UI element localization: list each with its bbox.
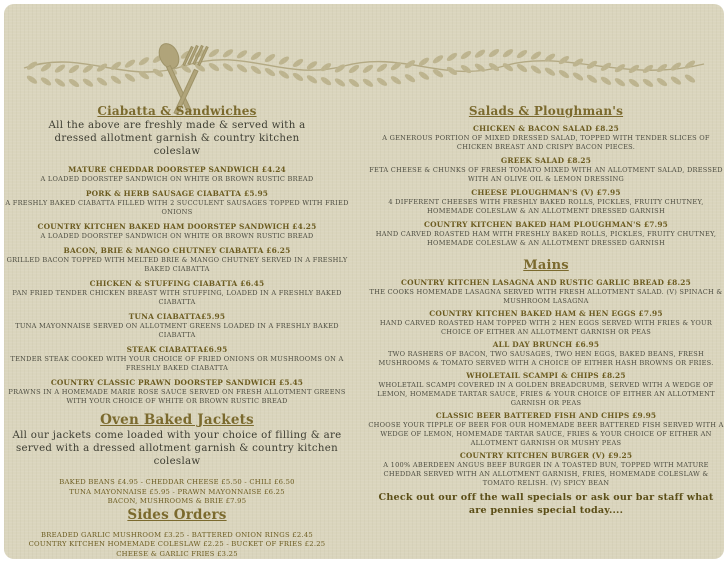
salads-items bbox=[368, 124, 724, 248]
leaf-icon bbox=[320, 62, 333, 73]
leaf-icon bbox=[670, 61, 683, 72]
menu-item-description: A GENEROUS PORTION OF MIXED DRESSED SALAD, TOPPED WITH TENDER SLICES OF CHICKEN BREAST AND CRISPY BACON PIECES. bbox=[382, 134, 710, 151]
leaf-icon bbox=[432, 54, 445, 65]
leaf-icon bbox=[600, 75, 613, 86]
ciabatta-intro: All the above are freshly made & served with a dressed allotment garnish & country kitchen coleslaw bbox=[48, 120, 306, 157]
menu-item-description: PRAWNS IN A HOMEMADE MARIE ROSE SAUCE SERVED ON FRESH ALLOTMENT GREENS WITH YOUR CHOICE OF WHITE OR BROWN RUSTIC BREAD bbox=[8, 388, 346, 405]
salads-section-title: Salads & Ploughman's bbox=[468, 104, 624, 118]
menu-item-name: CHICKEN & BACON SALAD £8.25 bbox=[473, 124, 619, 133]
leaf-icon bbox=[110, 74, 123, 85]
leaf-icon bbox=[446, 51, 459, 62]
menu-item-description: A LOADED DOORSTEP SANDWICH ON WHITE OR BROWN RUSTIC BREAD bbox=[40, 232, 314, 240]
leaf-icon bbox=[124, 72, 137, 83]
menu-item bbox=[368, 220, 724, 248]
menu-item-name: ALL DAY BRUNCH £6.95 bbox=[492, 340, 600, 349]
leaf-icon bbox=[642, 63, 655, 74]
leaf-icon bbox=[362, 77, 375, 88]
menu-item-name: COUNTRY KITCHEN BURGER (V) £9.25 bbox=[459, 451, 633, 460]
leaf-icon bbox=[474, 48, 487, 59]
menu-item-name: COUNTRY KITCHEN LASAGNA AND RUSTIC GARLIC BREAD £8.25 bbox=[401, 278, 691, 287]
menu-item-description: GRILLED BACON TOPPED WITH MELTED BRIE & MANGO CHUTNEY SERVED IN A FRESHLY BAKED CIABATTA bbox=[6, 256, 348, 273]
menu-item-name: CLASSIC BEER BATTERED FISH AND CHIPS £9.95 bbox=[435, 411, 657, 420]
leaf-icon bbox=[264, 67, 277, 78]
ciabatta-items bbox=[4, 165, 350, 406]
leaf-icon bbox=[278, 69, 291, 80]
jackets-section-title: Oven Baked Jackets bbox=[100, 412, 254, 428]
jackets-list bbox=[4, 478, 350, 507]
leaf-icon bbox=[292, 71, 305, 82]
menu-item bbox=[4, 165, 350, 184]
leaf-icon bbox=[614, 77, 627, 88]
sides-list bbox=[4, 531, 350, 560]
leaf-icon bbox=[670, 75, 683, 86]
leaf-icon bbox=[54, 77, 67, 88]
leaf-icon bbox=[292, 57, 305, 68]
menu-item bbox=[368, 156, 724, 184]
sides-line: CHEESE & GARLIC FRIES £3.25 bbox=[116, 549, 238, 558]
jackets-intro: All our jackets come loaded with your choice of filling & are served with a dressed allotment garnish & country kitchen coleslaw bbox=[12, 430, 342, 467]
menu-item bbox=[368, 124, 724, 152]
jackets-line: BAKED BEANS £4.95 - CHEDDAR CHEESE £5.50 - CHILI £6.50 bbox=[59, 478, 295, 486]
leaf-icon bbox=[54, 63, 67, 74]
menu-item-name: GREEK SALAD £8.25 bbox=[500, 156, 592, 165]
menu-item-description: CHOOSE YOUR TIPPLE OF BEER FOR OUR HOMEMADE BEER BATTERED FISH SERVED WITH A WEDGE OF LEMON, HOMEMADE TARTAR SAUCE, FRIES & YOUR CHOICE OF EITHER AN ALLOTMENT GARNISH OR MUSHY PEAS bbox=[368, 421, 724, 447]
menu-item-name: COUNTRY KITCHEN BAKED HAM & HEN EGGS £7.95 bbox=[429, 309, 663, 318]
leaf-icon bbox=[642, 77, 655, 88]
leaf-icon bbox=[250, 64, 263, 75]
leaf-icon bbox=[586, 73, 599, 84]
leaf-icon bbox=[502, 48, 515, 59]
leaf-icon bbox=[250, 50, 263, 61]
leaf-icon bbox=[544, 66, 557, 77]
leaf-icon bbox=[460, 49, 473, 60]
leaf-icon bbox=[376, 76, 389, 87]
menu-item bbox=[368, 188, 724, 216]
leaf-icon bbox=[222, 48, 235, 59]
menu-item bbox=[4, 279, 350, 307]
menu-item-name: WHOLETAIL SCAMPI & CHIPS £8.25 bbox=[466, 371, 626, 380]
sides-line: BREADED GARLIC MUSHROOM £3.25 - BATTERED ONION RINGS £2.45 bbox=[41, 530, 313, 539]
specials-note: Check out our off the wall specials or ask our bar staff what are pennies special today.... bbox=[378, 492, 714, 516]
leaf-icon bbox=[68, 77, 81, 88]
leaf-icon bbox=[516, 62, 529, 73]
leaf-icon bbox=[124, 58, 137, 69]
menu-item-name: PORK & HERB SAUSAGE CIABATTA £5.95 bbox=[85, 189, 269, 198]
leaf-icon bbox=[320, 76, 333, 87]
leaf-icon bbox=[236, 63, 249, 74]
leaf-icon bbox=[488, 47, 501, 58]
menu-item-description: PAN FRIED TENDER CHICKEN BREAST WITH STUFFING, LOADED IN A FRESHLY BAKED CIABATTA bbox=[12, 289, 342, 306]
menu-item-description: TUNA MAYONNAISE SERVED ON ALLOTMENT GREENS LOADED IN A FRESHLY BAKED CIABATTA bbox=[15, 322, 339, 339]
menu-item-description: HAND CARVED ROASTED HAM WITH FRESHLY BAKED ROLLS, PICKLES, FRUITY CHUTNEY, HOMEMADE COLESLAW & AN ALLOTMENT DRESSED GARNISH bbox=[375, 230, 717, 247]
left-column bbox=[4, 100, 350, 559]
menu-item-description: A 100% ABERDEEN ANGUS BEEF BURGER IN A TOASTED BUN, TOPPED WITH MATURE CHEDDAR SERVED WITH AN ALLOTMENT GARNISH, FRIES, HOMEMADE COLESLAW & TOMATO RELISH. (V) SPICY BEAN bbox=[383, 461, 709, 487]
leaf-icon bbox=[264, 53, 277, 64]
jackets-line: BACON, MUSHROOMS & BRIE £7.95 bbox=[107, 497, 247, 505]
menu-item bbox=[4, 246, 350, 274]
menu-item-description: HAND CARVED ROASTED HAM TOPPED WITH 2 HEN EGGS SERVED WITH FRIES & YOUR CHOICE OF EITHER AN ALLOTMENT GARNISH OR PEAS bbox=[379, 319, 713, 336]
sides-line: COUNTRY KITCHEN HOMEMADE COLESLAW £2.25 - BUCKET OF FRIES £2.25 bbox=[28, 540, 326, 548]
leaf-icon bbox=[306, 60, 319, 71]
leaf-icon bbox=[656, 77, 669, 88]
menu-item-name: COUNTRY CLASSIC PRAWN DOORSTEP SANDWICH £5.45 bbox=[50, 378, 304, 387]
leaf-icon bbox=[40, 76, 53, 87]
leaf-icon bbox=[390, 75, 403, 86]
leaf-icon bbox=[26, 60, 39, 71]
menu-item-description: THE COOKS HOMEMADE LASAGNA SERVED WITH FRESH ALLOTMENT SALAD. (V) SPINACH & MUSHROOM LASAGNA bbox=[369, 288, 723, 305]
vine-border-icon bbox=[4, 26, 724, 98]
leaf-icon bbox=[236, 49, 249, 60]
leaf-icon bbox=[418, 70, 431, 81]
menu-item-name: COUNTRY KITCHEN BAKED HAM DOORSTEP SANDWICH £4.25 bbox=[37, 222, 317, 231]
leaf-icon bbox=[26, 74, 39, 85]
leaf-icon bbox=[572, 71, 585, 82]
menu-item-name: STEAK CIABATTA£6.95 bbox=[126, 345, 228, 354]
menu-item bbox=[4, 189, 350, 217]
menu-item-name: COUNTRY KITCHEN BAKED HAM PLOUGHMAN'S £7.95 bbox=[424, 220, 668, 229]
leaf-icon bbox=[278, 55, 291, 66]
menu-item bbox=[368, 371, 724, 408]
leaf-icon bbox=[306, 74, 319, 85]
leaf-icon bbox=[348, 77, 361, 88]
menu-item-description: A LOADED DOORSTEP SANDWICH ON WHITE OR BROWN RUSTIC BREAD bbox=[40, 175, 314, 183]
mains-items bbox=[368, 278, 724, 488]
leaf-icon bbox=[530, 50, 543, 61]
menu-item-name: MATURE CHEDDAR DOORSTEP SANDWICH £4.24 bbox=[68, 165, 286, 174]
menu-item-description: TWO RASHERS OF BACON, TWO SAUSAGES, TWO HEN EGGS, BAKED BEANS, FRESH MUSHROOMS & TOMATO SERVED WITH A CHOICE OF EITHER HASH BROWNS OR FRIES. bbox=[378, 350, 714, 367]
menu-item bbox=[368, 340, 724, 368]
ciabatta-section-title: Ciabatta & Sandwiches bbox=[97, 104, 257, 118]
leaf-icon bbox=[82, 77, 95, 88]
menu-item bbox=[4, 345, 350, 373]
leaf-icon bbox=[684, 59, 697, 70]
leaf-icon bbox=[68, 63, 81, 74]
menu-item bbox=[4, 312, 350, 340]
menu-item-description: FETA CHEESE & CHUNKS OF FRESH TOMATO MIXED WITH AN ALLOTMENT SALAD, DRESSED WITH AN OLIVE OIL & LEMON DRESSING bbox=[369, 166, 723, 183]
leaf-icon bbox=[628, 77, 641, 88]
menu-item-name: CHEESE PLOUGHMAN'S (V) £7.95 bbox=[471, 188, 621, 197]
leaf-icon bbox=[334, 77, 347, 88]
right-column bbox=[368, 100, 724, 517]
leaf-icon bbox=[404, 73, 417, 84]
leaf-icon bbox=[558, 54, 571, 65]
menu-item-name: CHICKEN & STUFFING CIABATTA £6.45 bbox=[89, 279, 265, 288]
leaf-icon bbox=[460, 63, 473, 74]
menu-item-name: TUNA CIABATTA£5.95 bbox=[128, 312, 226, 321]
mains-section-title: Mains bbox=[523, 258, 569, 273]
leaf-icon bbox=[96, 76, 109, 87]
menu-item-description: 4 DIFFERENT CHEESES WITH FRESHLY BAKED ROLLS, PICKLES, FRUITY CHUTNEY, HOMEMADE COLESLAW & AN ALLOTMENT DRESSED GARNISH bbox=[388, 198, 704, 215]
menu-item-description: A FRESHLY BAKED CIABATTA FILLED WITH 2 SUCCULENT SAUSAGES TOPPED WITH FRIED ONIONS bbox=[5, 199, 349, 216]
menu-sheet bbox=[4, 4, 724, 559]
menu-item-description: WHOLETAIL SCAMPI COVERED IN A GOLDEN BREADCRUMB, SERVED WITH A WEDGE OF LEMON, HOMEMADE TARTAR SAUCE, FRIES & YOUR CHOICE OF EITHER AN ALLOTMENT GARNISH OR PEAS bbox=[377, 381, 715, 407]
menu-item bbox=[368, 309, 724, 337]
leaf-icon bbox=[362, 63, 375, 74]
menu-item bbox=[4, 222, 350, 241]
leaf-icon bbox=[558, 68, 571, 79]
menu-item bbox=[368, 278, 724, 306]
menu-item bbox=[368, 451, 724, 488]
sides-section-title: Sides Orders bbox=[127, 506, 227, 523]
leaf-icon bbox=[684, 73, 697, 84]
menu-item bbox=[368, 411, 724, 448]
leaf-icon bbox=[656, 63, 669, 74]
menu-item bbox=[4, 378, 350, 406]
leaf-icon bbox=[530, 64, 543, 75]
leaf-icon bbox=[516, 48, 529, 59]
menu-item-name: BACON, BRIE & MANGO CHUTNEY CIABATTA £6.25 bbox=[63, 246, 291, 255]
leaf-icon bbox=[222, 62, 235, 73]
menu-item-description: TENDER STEAK COOKED WITH YOUR CHOICE OF FRIED ONIONS OR MUSHROOMS ON A FRESHLY BAKED CIABATTA bbox=[10, 355, 344, 372]
jackets-line: TUNA MAYONNAISE £5.95 - PRAWN MAYONNAISE £6.25 bbox=[69, 487, 285, 496]
leaf-icon bbox=[376, 62, 389, 73]
